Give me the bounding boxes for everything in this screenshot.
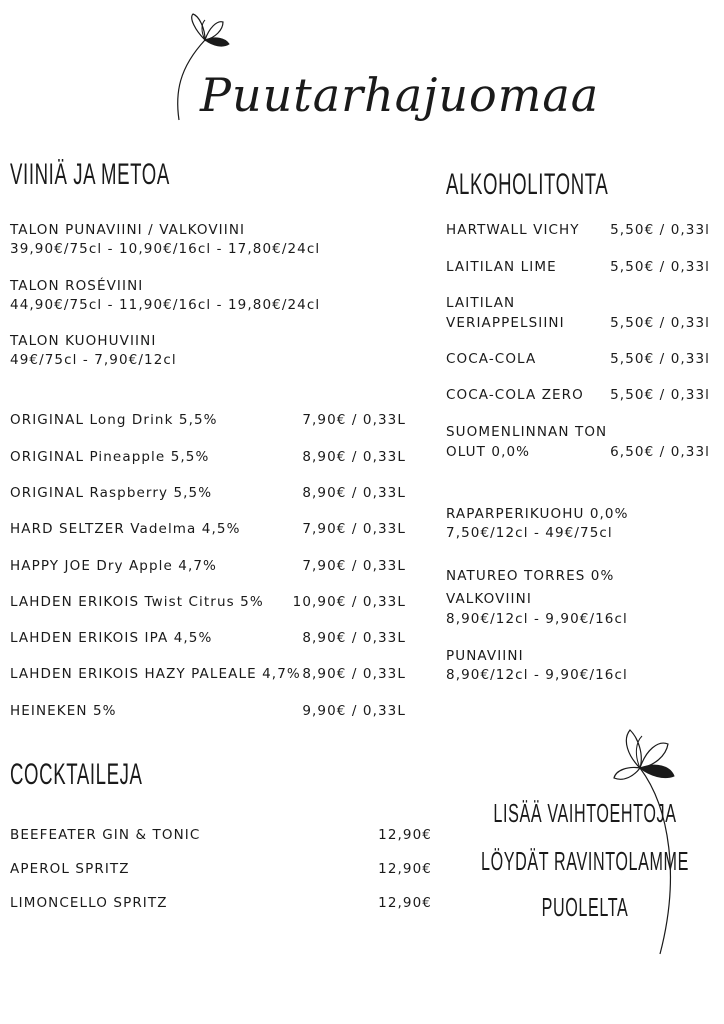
af-item-price: 5,50€ / 0,33l <box>610 387 710 403</box>
wine-item-price: 49€/75cl - 7,90€/12cl <box>10 352 177 368</box>
af-raparperi-price: 7,50€/12cl - 49€/75cl <box>446 525 613 541</box>
af-item-price: 5,50€ / 0,33l <box>610 259 710 275</box>
alcohol-free-heading: ALKOHOLITONTA <box>446 168 609 201</box>
drink-name: HAPPY JOE Dry Apple 4,7% <box>10 558 217 574</box>
wine-item-price: 44,90€/75cl - 11,90€/16cl - 19,80€/24cl <box>10 297 321 313</box>
af-item-name: OLUT 0,0% <box>446 444 531 460</box>
drink-price: 8,90€ / 0,33L <box>302 630 406 646</box>
af-item-name: LAITILAN <box>446 295 516 311</box>
drink-name: LAHDEN ERIKOIS IPA 4,5% <box>10 630 213 646</box>
drink-name: HEINEKEN 5% <box>10 703 117 719</box>
af-item-name: HARTWALL VICHY <box>446 222 580 238</box>
wine-item-name: TALON PUNAVIINI / VALKOVIINI <box>10 222 246 238</box>
drink-name: LAHDEN ERIKOIS HAZY PALEALE 4,7% <box>10 666 301 682</box>
drink-price: 7,90€ / 0,33L <box>302 558 406 574</box>
cocktail-name: APEROL SPRITZ <box>10 861 130 877</box>
af-item-name: COCA-COLA ZERO <box>446 387 584 403</box>
drink-name: LAHDEN ERIKOIS Twist Citrus 5% <box>10 594 264 610</box>
page-title: Puutarhajuomaa <box>200 68 600 122</box>
drink-name: HARD SELTZER Vadelma 4,5% <box>10 521 241 537</box>
promo-line-1: LISÄÄ VAIHTOEHTOJA <box>493 798 677 828</box>
af-item-price: 5,50€ / 0,33l <box>610 222 710 238</box>
wine-item-price: 39,90€/75cl - 10,90€/16cl - 17,80€/24cl <box>10 241 321 257</box>
drink-price: 8,90€ / 0,33L <box>302 666 406 682</box>
af-natureo-valko-price: 8,90€/12cl - 9,90€/16cl <box>446 611 628 627</box>
af-natureo-puna-label: PUNAVIINI <box>446 648 524 664</box>
drink-name: ORIGINAL Raspberry 5,5% <box>10 485 213 501</box>
af-item-price: 5,50€ / 0,33l <box>610 315 710 331</box>
af-item-price: 5,50€ / 0,33l <box>610 351 710 367</box>
drink-price: 10,90€ / 0,33L <box>292 594 406 610</box>
drink-price: 8,90€ / 0,33L <box>302 449 406 465</box>
af-item-name: LAITILAN LIME <box>446 259 557 275</box>
af-raparperi-name: RAPARPERIKUOHU 0,0% <box>446 506 629 522</box>
drink-name: ORIGINAL Pineapple 5,5% <box>10 449 210 465</box>
drink-price: 7,90€ / 0,33L <box>302 412 406 428</box>
drink-name: ORIGINAL Long Drink 5,5% <box>10 412 218 428</box>
cocktail-price: 12,90€ <box>378 895 432 911</box>
wine-heading: VIINIÄ JA METOA <box>10 158 170 191</box>
cocktail-name: LIMONCELLO SPRITZ <box>10 895 168 911</box>
cocktails-heading: COCKTAILEJA <box>10 758 143 791</box>
af-item-name: SUOMENLINNAN TON <box>446 424 608 440</box>
af-item-price: 6,50€ / 0,33l <box>610 444 710 460</box>
af-item-name: VERIAPPELSIINI <box>446 315 565 331</box>
drink-price: 8,90€ / 0,33L <box>302 485 406 501</box>
cocktail-price: 12,90€ <box>378 861 432 877</box>
drink-price: 9,90€ / 0,33L <box>302 703 406 719</box>
drink-price: 7,90€ / 0,33L <box>302 521 406 537</box>
promo-line-3: PUOLELTA <box>541 892 629 922</box>
wine-item-name: TALON KUOHUVIINI <box>10 333 157 349</box>
cocktail-name: BEEFEATER GIN & TONIC <box>10 827 201 843</box>
af-natureo-name: NATUREO TORRES 0% <box>446 568 615 584</box>
af-natureo-valko-label: VALKOVIINI <box>446 591 532 607</box>
promo-line-2: LÖYDÄT RAVINTOLAMME <box>481 846 689 876</box>
cocktail-price: 12,90€ <box>378 827 432 843</box>
af-item-name: COCA-COLA <box>446 351 537 367</box>
af-natureo-puna-price: 8,90€/12cl - 9,90€/16cl <box>446 667 628 683</box>
wine-item-name: TALON ROSÉVIINI <box>10 278 144 294</box>
